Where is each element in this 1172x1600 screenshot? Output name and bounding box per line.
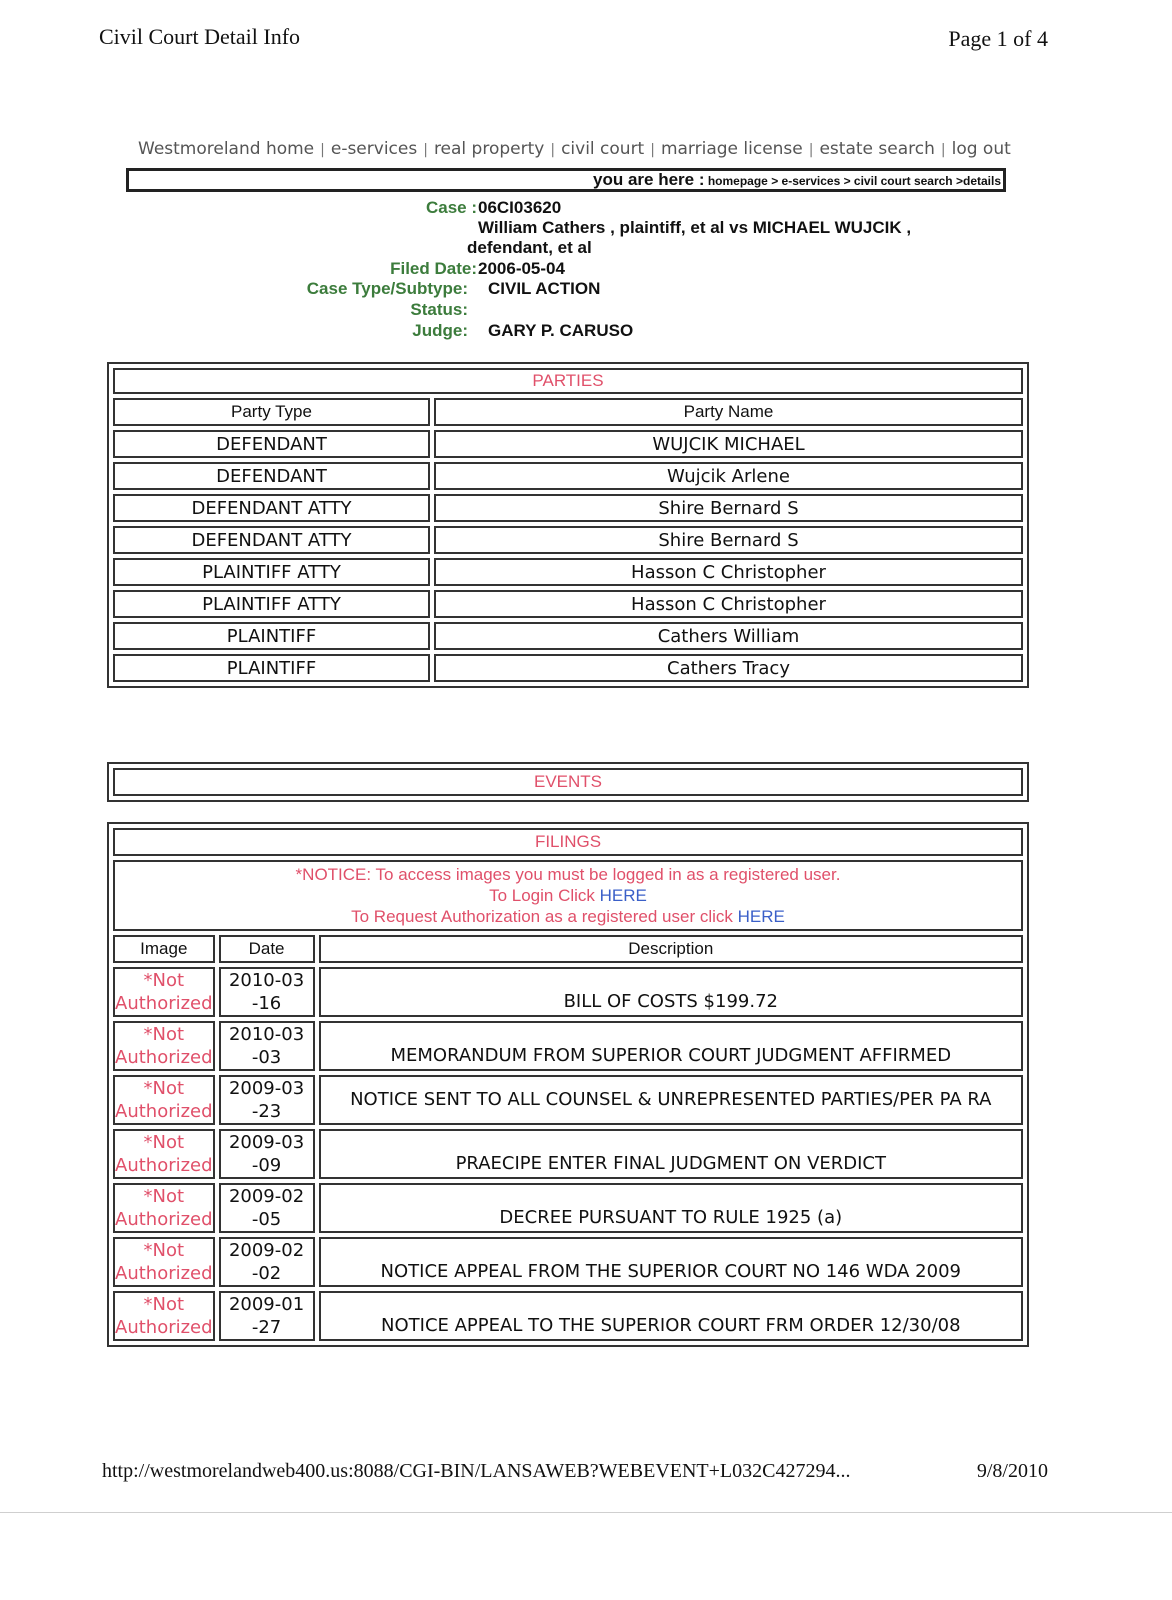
events-title: EVENTS <box>113 768 1023 796</box>
not-label: *Not <box>143 970 185 991</box>
party-row <box>113 494 1023 522</box>
case-type: CIVIL ACTION <box>488 279 601 298</box>
nav-link-0[interactable]: Westmoreland home <box>138 139 315 159</box>
top-nav <box>138 139 1030 159</box>
print-header-title: Civil Court Detail Info <box>99 24 301 49</box>
party-type: PLAINTIFF <box>113 654 430 682</box>
filing-description: NOTICE SENT TO ALL COUNSEL & UNREPRESENTED PARTIES/PER PA RA <box>319 1075 1023 1125</box>
party-row <box>113 622 1023 650</box>
party-row <box>113 430 1023 458</box>
filing-row <box>113 1183 1023 1233</box>
col-party-type: Party Type <box>113 398 430 426</box>
filing-date-part1: 2009-02 <box>228 1240 305 1261</box>
filing-date-part2: -16 <box>251 993 282 1014</box>
not-label: *Not <box>143 1294 185 1315</box>
party-type: PLAINTIFF <box>113 622 430 650</box>
filing-date <box>219 1183 315 1233</box>
party-name: Cathers Tracy <box>434 654 1023 682</box>
nav-separator: | <box>550 142 556 158</box>
authorized-label: Authorized <box>115 1317 213 1338</box>
filing-date-part1: 2010-03 <box>228 1024 305 1045</box>
status-label: Status: <box>410 300 468 319</box>
filing-image-status <box>113 1237 215 1287</box>
not-label: *Not <box>143 1078 185 1099</box>
notice-line2 <box>115 885 1021 906</box>
party-name: Hasson C Christopher <box>434 558 1023 586</box>
breadcrumb-label: you are here : <box>593 170 705 189</box>
nav-link-4[interactable]: marriage license <box>660 139 803 159</box>
filing-image-status <box>113 1075 215 1125</box>
party-type: DEFENDANT <box>113 462 430 490</box>
authorized-label: Authorized <box>115 1047 213 1068</box>
filing-image-status <box>113 967 215 1017</box>
case-number: 06CI03620 <box>478 198 562 217</box>
judge-name: GARY P. CARUSO <box>488 321 634 340</box>
print-footer-url: http://westmorelandweb400.us:8088/CGI-BIN/LANSAWEB?WEBEVENT+L032C427294... <box>102 1460 851 1482</box>
party-name: Shire Bernard S <box>434 526 1023 554</box>
breadcrumb-current: details <box>962 174 1001 188</box>
authorized-label: Authorized <box>115 993 213 1014</box>
party-type: DEFENDANT <box>113 430 430 458</box>
nav-separator: | <box>423 142 428 158</box>
filing-date <box>219 1237 315 1287</box>
filing-row <box>113 1291 1023 1341</box>
party-row <box>113 558 1023 586</box>
nav-separator: | <box>320 142 325 158</box>
filings-title: FILINGS <box>113 828 1023 856</box>
party-row <box>113 590 1023 618</box>
party-type: PLAINTIFF ATTY <box>113 558 430 586</box>
col-party-name: Party Name <box>434 398 1023 426</box>
filing-date-part1: 2009-03 <box>228 1132 305 1153</box>
filing-description: NOTICE APPEAL TO THE SUPERIOR COURT FRM ORDER 12/30/08 <box>319 1291 1023 1341</box>
case-label: Case : <box>425 198 477 217</box>
filing-row <box>113 1129 1023 1179</box>
filing-image-status <box>113 1021 215 1071</box>
filing-row <box>113 967 1023 1017</box>
case-caption-line1: William Cathers , plaintiff, et al vs MICHAEL WUJCIK , <box>478 218 912 237</box>
parties-table <box>107 362 1029 688</box>
filing-description: MEMORANDUM FROM SUPERIOR COURT JUDGMENT AFFIRMED <box>319 1021 1023 1071</box>
notice-login-text: To Login Click <box>489 886 595 905</box>
case-caption-line2: defendant, et al <box>467 238 592 257</box>
filing-date <box>219 1291 315 1341</box>
nav-link-6[interactable]: log out <box>951 139 1011 159</box>
authorized-label: Authorized <box>115 1155 213 1176</box>
judge-label: Judge: <box>412 321 468 340</box>
authorized-label: Authorized <box>115 1209 213 1230</box>
nav-separator: | <box>808 142 814 158</box>
party-row <box>113 654 1023 682</box>
filing-date-part2: -09 <box>251 1155 282 1176</box>
not-label: *Not <box>143 1240 185 1261</box>
login-link[interactable]: HERE <box>599 886 647 905</box>
party-name: Wujcik Arlene <box>434 462 1023 490</box>
party-name: Cathers William <box>434 622 1023 650</box>
case-type-label: Case Type/Subtype: <box>306 279 468 298</box>
party-type: DEFENDANT ATTY <box>113 494 430 522</box>
party-type: PLAINTIFF ATTY <box>113 590 430 618</box>
print-header-page: Page 1 of 4 <box>948 26 1048 51</box>
filing-description: DECREE PURSUANT TO RULE 1925 (a) <box>319 1183 1023 1233</box>
filing-date-part1: 2009-03 <box>228 1078 305 1099</box>
not-label: *Not <box>143 1024 185 1045</box>
authorized-label: Authorized <box>115 1263 213 1284</box>
not-label: *Not <box>143 1186 185 1207</box>
party-name: Hasson C Christopher <box>434 590 1023 618</box>
col-image: Image <box>113 935 215 963</box>
breadcrumb <box>126 168 1006 192</box>
breadcrumb-path: homepage > e-services > civil court search > <box>707 174 963 188</box>
filing-row <box>113 1021 1023 1071</box>
filing-date-part2: -03 <box>251 1047 282 1068</box>
filing-date-part2: -27 <box>251 1317 282 1338</box>
nav-separator: | <box>650 142 655 158</box>
authorized-label: Authorized <box>115 1101 213 1122</box>
page-edge-rule <box>0 1512 1172 1513</box>
print-footer-date: 9/8/2010 <box>976 1460 1048 1482</box>
filing-date-part2: -23 <box>251 1101 282 1122</box>
filings-table <box>107 822 1029 1347</box>
filing-date-part2: -05 <box>251 1209 282 1230</box>
filing-description: PRAECIPE ENTER FINAL JUDGMENT ON VERDICT <box>319 1129 1023 1179</box>
filing-image-status <box>113 1291 215 1341</box>
filed-date: 2006-05-04 <box>478 259 565 278</box>
party-name: WUJCIK MICHAEL <box>434 430 1023 458</box>
nav-link-2[interactable]: real property <box>433 139 545 159</box>
party-name: Shire Bernard S <box>434 494 1023 522</box>
party-row <box>113 462 1023 490</box>
nav-link-1[interactable]: e-services <box>330 139 418 159</box>
nav-link-3[interactable]: civil court <box>561 139 645 159</box>
filing-row <box>113 1237 1023 1287</box>
filing-date <box>219 967 315 1017</box>
filing-description: BILL OF COSTS $199.72 <box>319 967 1023 1017</box>
filing-date <box>219 1021 315 1071</box>
filings-notice <box>113 860 1023 931</box>
parties-title: PARTIES <box>113 368 1023 394</box>
not-label: *Not <box>143 1132 185 1153</box>
filing-row <box>113 1075 1023 1125</box>
filing-date-part2: -02 <box>251 1263 282 1284</box>
request-auth-link[interactable]: HERE <box>737 907 785 926</box>
party-row <box>113 526 1023 554</box>
filing-image-status <box>113 1129 215 1179</box>
notice-line1: *NOTICE: To access images you must be logged in as a registered user. <box>295 865 841 884</box>
filing-date-part1: 2009-01 <box>228 1294 305 1315</box>
filing-date-part1: 2009-02 <box>228 1186 305 1207</box>
filing-date <box>219 1075 315 1125</box>
col-date: Date <box>219 935 315 963</box>
filing-date-part1: 2010-03 <box>228 970 305 991</box>
col-description: Description <box>319 935 1023 963</box>
filing-date <box>219 1129 315 1179</box>
filing-image-status <box>113 1183 215 1233</box>
filing-description: NOTICE APPEAL FROM THE SUPERIOR COURT NO 146 WDA 2009 <box>319 1237 1023 1287</box>
filed-date-label: Filed Date: <box>390 259 477 278</box>
nav-separator: | <box>940 142 946 158</box>
nav-link-5[interactable]: estate search <box>819 139 935 159</box>
notice-request-text: To Request Authorization as a registered user click <box>351 907 733 926</box>
party-type: DEFENDANT ATTY <box>113 526 430 554</box>
notice-line3 <box>115 906 1021 927</box>
events-table <box>107 762 1029 802</box>
